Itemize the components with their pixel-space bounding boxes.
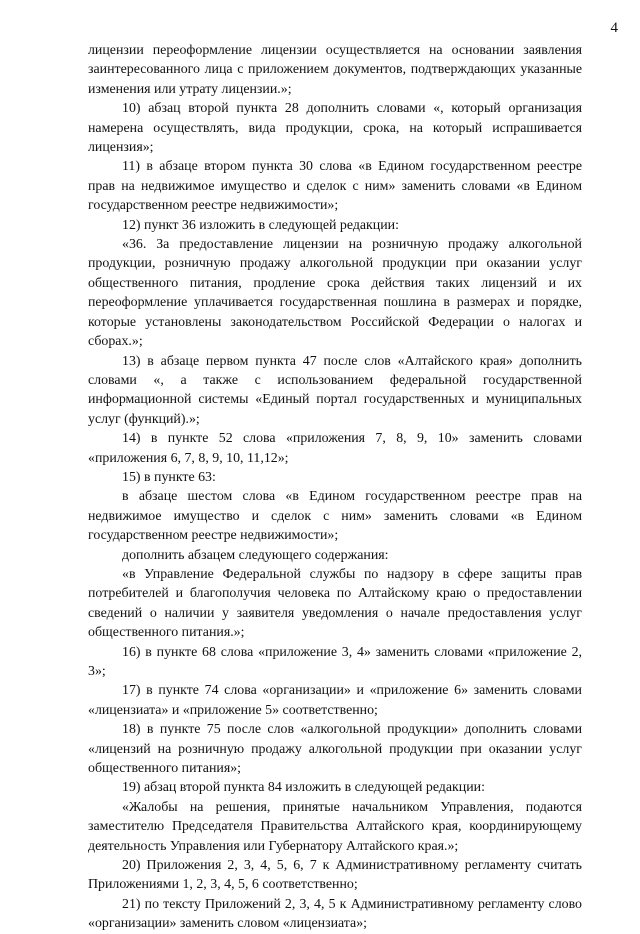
document-body — [88, 41, 582, 934]
paragraph: «Жалобы на решения, принятые начальником Управления, подаются заместителю Председателя Правительства Алтайского края, координирующему деятельность Управления или Губернатору Алтайского края.»; — [88, 799, 582, 854]
paragraph: 16) в пункте 68 слова «приложение 3, 4» заменить словами «приложение 2, 3»; — [88, 644, 582, 679]
paragraph: 18) в пункте 75 после слов «алкогольной продукции» дополнить словами «лицензий на розничную продажу алкогольной продукции при оказании услуг общественного питания»; — [88, 722, 582, 777]
paragraph: 12) пункт 36 изложить в следующей редакции: — [122, 217, 399, 233]
paragraph: 20) Приложения 2, 3, 4, 5, 6, 7 к Административному регламенту считать Приложениями 1, 2, 3, 4, 5, 6 соответственно; — [88, 858, 582, 893]
page-number: 4 — [610, 20, 618, 36]
paragraph: дополнить абзацем следующего содержания: — [122, 547, 389, 563]
paragraph: 19) абзац второй пункта 84 изложить в следующей редакции: — [122, 780, 485, 796]
paragraph: 17) в пункте 74 слова «организации» и «приложение 6» заменить словами «лицензиата» и «приложение 5» соответственно; — [88, 683, 582, 718]
paragraph: 10) абзац второй пункта 28 дополнить словами «, который организация намерена осуществлять, вида продукции, срока, на который испрашивается лицензия»; — [88, 101, 582, 156]
paragraph: 11) в абзаце втором пункта 30 слова «в Едином государственном реестре прав на недвижимое имущество и сделок с ним» заменить словами «в Едином государственном реестре недвижимости»; — [88, 159, 582, 214]
paragraph: «36. За предоставление лицензии на розничную продажу алкогольной продукции, розничную продажу алкогольной продукции при оказании услуг общественного питания, продление срока действия таких лицензий и их переоформление уплачивается государственная пошлина в размерах и порядке, которые установлены законодательством Российской Федерации о налогах и сборах.»; — [88, 237, 582, 350]
paragraph: в абзаце шестом слова «в Едином государственном реестре прав на недвижимое имущество и сделок с ним» заменить словами «в Едином государственном реестре недвижимости»; — [88, 489, 582, 544]
paragraph: 15) в пункте 63: — [122, 469, 216, 485]
paragraph: «в Управление Федеральной службы по надзору в сфере защиты прав потребителей и благополучия человека по Алтайскому краю о предоставлении сведений о наличии у заявителя уведомления о начале предоставления услуг общественного питания.»; — [88, 566, 582, 641]
paragraph: 21) по тексту Приложений 2, 3, 4, 5 к Административному регламенту слово «организации» заменить словом «лицензиата»; — [88, 896, 582, 932]
paragraph: 13) в абзаце первом пункта 47 после слов «Алтайского края» дополнить словами «, а также с использованием федеральной государственной информационной системы «Единый портал государственных и муниципальных услуг (функций).»; — [88, 353, 582, 427]
paragraph: лицензии переоформление лицензии осуществляется на основании заявления заинтересованного лица с приложением документов, подтверждающих указанные изменения или утрату лицензии.»; — [88, 43, 582, 97]
paragraph: 14) в пункте 52 слова «приложения 7, 8, 9, 10» заменить словами «приложения 6, 7, 8, 9, 10, 11,12»; — [88, 431, 582, 466]
